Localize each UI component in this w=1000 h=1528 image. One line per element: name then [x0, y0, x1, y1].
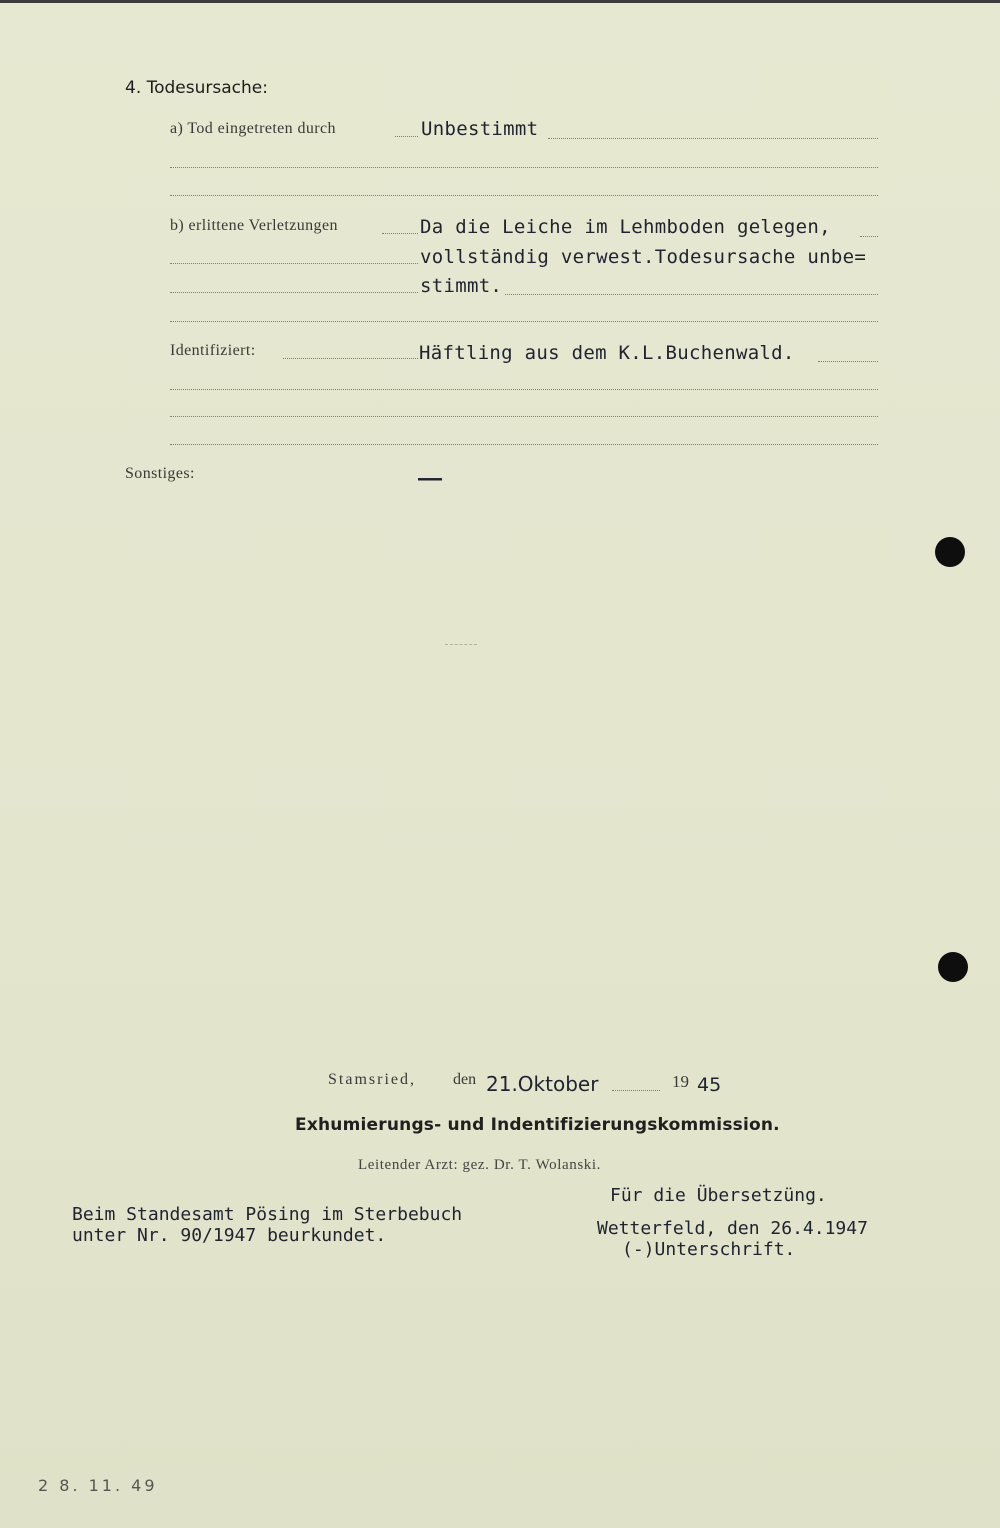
cause-b-line-3: stimmt.	[420, 275, 503, 297]
page-top-edge	[0, 0, 1000, 3]
translation-line-3: (-)Unterschrift.	[622, 1239, 796, 1260]
dotted-line	[170, 195, 878, 196]
identified-value: Häftling aus dem K.L.Buchenwald.	[419, 342, 795, 364]
year-prefix: 19	[672, 1072, 689, 1091]
registry-line-2: unter Nr. 90/1947 beurkundet.	[72, 1225, 387, 1246]
dotted-line	[170, 416, 878, 417]
identified-label: Identifiziert:	[170, 342, 256, 359]
dotted-line	[382, 233, 418, 234]
dotted-line	[170, 444, 878, 445]
dotted-line	[612, 1090, 660, 1091]
cause-b-line-2: vollständig verwest.Todesursache unbe=	[420, 246, 867, 268]
dotted-line	[170, 263, 418, 264]
footer-stamp-number: 2 8. 11. 49	[38, 1476, 158, 1495]
translation-line-1: Für die Übersetzüng.	[610, 1185, 827, 1206]
dotted-line	[548, 138, 878, 139]
registry-line-1: Beim Standesamt Pösing im Sterbebuch	[72, 1204, 463, 1225]
other-value: ——	[418, 466, 443, 490]
date-value: 21.Oktober	[486, 1072, 599, 1096]
other-label: Sonstiges:	[125, 465, 195, 482]
year-suffix: 45	[697, 1074, 722, 1096]
dotted-line	[395, 136, 418, 137]
dotted-line	[170, 167, 878, 168]
den-label: den	[453, 1071, 477, 1088]
cause-a-label: a) Tod eingetreten durch	[170, 120, 336, 137]
dotted-line	[860, 236, 878, 237]
place-label: Stamsried,	[328, 1071, 416, 1088]
commission-name: Exhumierungs- und Indentifizierungskommission.	[295, 1115, 780, 1135]
doctor-line: Leitender Arzt: gez. Dr. T. Wolanski.	[358, 1157, 602, 1173]
section-heading: 4. Todesursache:	[125, 78, 268, 98]
cause-a-value: Unbestimmt	[421, 118, 539, 140]
translation-line-2: Wetterfeld, den 26.4.1947	[597, 1218, 868, 1239]
faint-mark	[445, 644, 477, 645]
cause-b-label: b) erlittene Verletzungen	[170, 217, 338, 234]
punch-hole	[938, 952, 968, 982]
dotted-line	[283, 358, 418, 359]
dotted-line	[505, 294, 878, 295]
cause-b-line-1: Da die Leiche im Lehmboden gelegen,	[420, 216, 831, 238]
dotted-line	[818, 361, 878, 362]
dotted-line	[170, 321, 878, 322]
punch-hole	[935, 537, 965, 567]
dotted-line	[170, 292, 418, 293]
dotted-line	[170, 389, 878, 390]
